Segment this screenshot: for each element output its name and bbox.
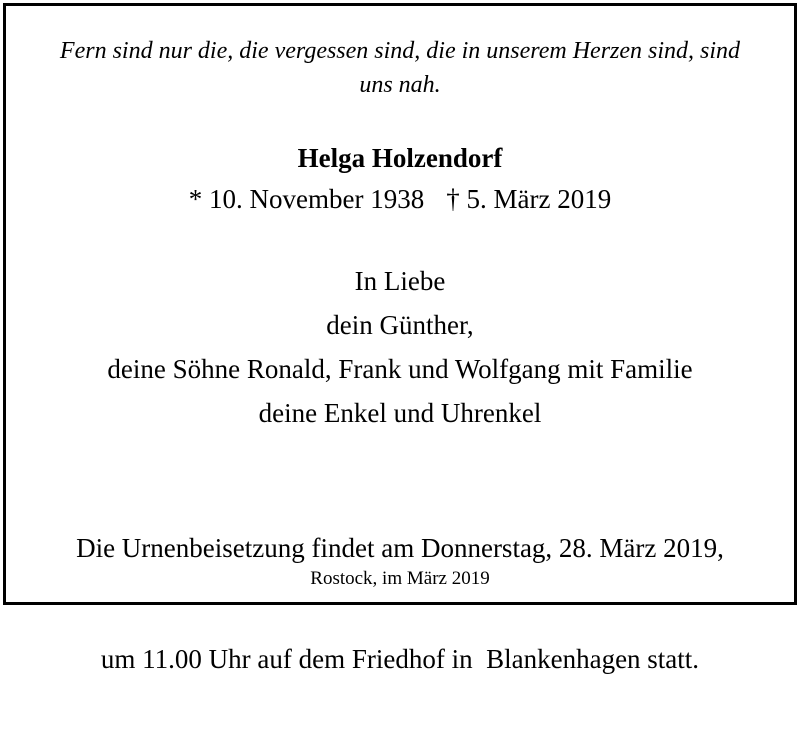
mourner-line: deine Enkel und Uhrenkel	[258, 398, 542, 428]
mourners-intro: In Liebe	[354, 266, 446, 296]
obituary-notice	[3, 3, 797, 674]
life-dates	[6, 182, 794, 216]
memorial-quote	[6, 34, 794, 102]
deceased-name: Helga Holzendorf	[297, 143, 503, 173]
death-date: † 5. März 2019	[446, 184, 612, 214]
mourners-block	[6, 259, 794, 435]
birth-date: * 10. November 1938	[188, 184, 425, 214]
mourner-line: dein Günther,	[326, 310, 474, 340]
quote-line: uns nah.	[359, 72, 441, 98]
place-and-date: Rostock, im März 2019	[310, 568, 490, 589]
quote-line: Fern sind nur die, die vergessen sind, die in unserem Herzen sind, sind	[59, 38, 741, 64]
burial-line: um 11.00 Uhr auf dem Friedhof in Blankenhagen statt.	[100, 644, 700, 674]
burial-line: Die Urnenbeisetzung findet am Donnerstag, 28. März 2019,	[76, 533, 724, 563]
burial-announcement	[6, 456, 794, 752]
mourner-line: deine Söhne Ronald, Frank und Wolfgang mit Familie	[107, 354, 693, 384]
